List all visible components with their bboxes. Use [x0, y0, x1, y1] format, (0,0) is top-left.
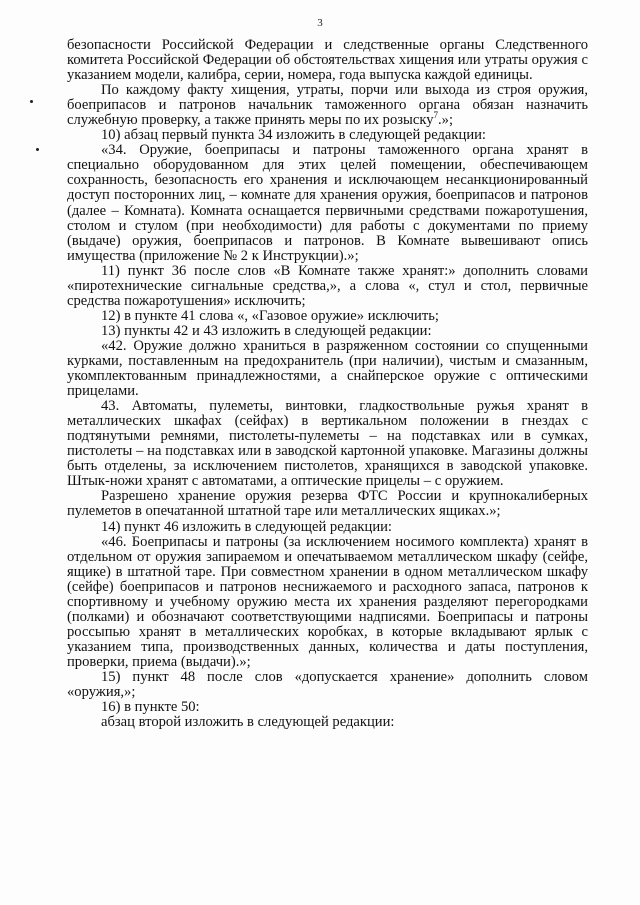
- paragraph-tail: .»;: [438, 112, 453, 129]
- paragraph: 16) в пункте 50:: [101, 699, 200, 716]
- paragraph: абзац второй изложить в следующей редакции:: [101, 714, 395, 731]
- paragraph: «42. Оружие должно храниться в разряженном состоянии со спущенными курками, поставленным на предохранитель (при наличии), чистым и смазанным, укомплектованным принадлежностями, а снайперское оружие с оптическими прицелами.: [67, 337, 588, 400]
- page-number: 3: [317, 17, 323, 29]
- margin-mark: [36, 148, 39, 151]
- paragraph: 10) абзац первый пункта 34 изложить в следующей редакции:: [101, 127, 486, 144]
- paragraph-text: По каждому факту хищения, утраты, порчи или выхода из строя оружия, боеприпасов и патронов начальник таможенного органа обязан назначить служебную проверку, а также принять меры по их розыску: [67, 82, 588, 129]
- paragraph: «46. Боеприпасы и патроны (за исключением носимого комплекта) хранят в отдельном от оружия запираемом и опечатываемом металлическом шкафу (сейфе, ящике) в штатной таре. При совместном хранении в одном металлическом шкафу (сейфе) боеприпасов и патронов неснижаемого и расходного запаса, патронов к спортивному и учебному оружию места их хранения разделяют перегородками (полками) и обозначают соответствующими надписями. Боеприпасы и патроны россыпью хранят в металлических коробках, в которые вкладывают ярлык с указанием типа, производственных данных, количества и даты поступления, проверки, приема (выдачи).»;: [67, 533, 588, 670]
- document-body: [67, 38, 588, 730]
- paragraph: 14) пункт 46 изложить в следующей редакции:: [101, 518, 392, 535]
- paragraph: безопасности Российской Федерации и следственные органы Следственного комитета Российской Федерации об обстоятельствах хищения или утраты оружия с указанием модели, калибра, серии, номера, года выпуска каждой единицы.: [67, 37, 588, 84]
- paragraph: Разрешено хранение оружия резерва ФТС России и крупнокалиберных пулеметов в опечатанной штатной таре или металлических ящиках.»;: [67, 488, 588, 520]
- paragraph: 43. Автоматы, пулеметы, винтовки, гладкоствольные ружья хранят в металлических шкафах (сейфах) в вертикальном положении в гнездах с подтянутыми ремнями, пистолеты-пулеметы – на подставках или в сумках, пистолеты – на подставках или в заводской картонной упаковке. Магазины должны быть отделены, за исключением пистолетов, хранящихся в заводской упаковке. Штык-ножи хранят с автоматами, а оптические прицелы – с оружием.: [67, 398, 588, 490]
- paragraph: [67, 83, 588, 128]
- paragraph: 12) в пункте 41 слова «, «Газовое оружие» исключить;: [101, 307, 439, 324]
- footnote-ref: 7: [433, 110, 438, 121]
- paragraph: 13) пункты 42 и 43 изложить в следующей редакции:: [101, 322, 432, 339]
- paragraph: 15) пункт 48 после слов «допускается хранение» дополнить словом «оружия,»;: [67, 668, 588, 701]
- paragraph: 11) пункт 36 после слов «В Комнате также хранят:» дополнить словами «пиротехнические сигнальные средства,», а слова «, стул и стол, первичные средства пожаротушения» исключить;: [67, 262, 588, 309]
- margin-mark: [30, 100, 33, 103]
- paragraph: «34. Оружие, боеприпасы и патроны таможенного органа хранят в специально оборудованном для этих целей помещении, обеспечивающем сохранность, безопасность его хранения и исключающем несанкционированный доступ посторонних лиц, – комнате для хранения оружия, боеприпасов и патронов (далее – Комната). Комната оснащается первичными средствами пожаротушения, столом и стулом (при необходимости) для работы с документами по приему (выдаче) оружия, боеприпасов и патронов. В Комнате вывешивают опись имущества (приложение № 2 к Инструкции).»;: [67, 142, 588, 264]
